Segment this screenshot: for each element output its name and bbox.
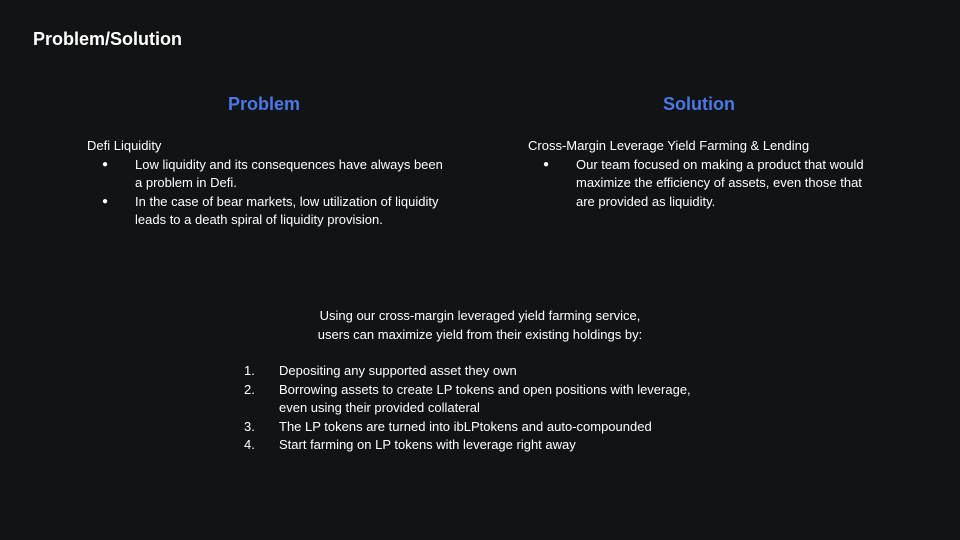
intro-line: Using our cross-margin leveraged yield farming service, [319, 308, 641, 323]
solution-subheading: Cross-Margin Leverage Yield Farming & Lending [528, 138, 810, 153]
steps-list [244, 362, 724, 455]
list-item [528, 156, 908, 212]
list-item [244, 381, 724, 418]
list-item [244, 436, 724, 455]
intro-text [0, 307, 960, 344]
list-item [87, 193, 467, 230]
bullet-marker: ● [543, 158, 550, 170]
problem-subheading: Defi Liquidity [87, 138, 162, 153]
list-item [244, 418, 724, 437]
bullet-marker: ● [102, 195, 109, 207]
problem-heading: Problem [228, 94, 301, 114]
step-number: 4. [244, 437, 255, 452]
solution-heading: Solution [663, 94, 735, 114]
list-item [244, 362, 724, 381]
step-text: Borrowing assets to create LP tokens and open positions with leverage, even using their provided collateral [279, 381, 691, 415]
bullet-text: Low liquidity and its consequences have always been a problem in Defi. [135, 156, 443, 190]
step-text: Start farming on LP tokens with leverage right away [279, 437, 576, 452]
step-number: 2. [244, 381, 255, 397]
problem-column [87, 137, 467, 230]
bullet-text: Our team focused on making a product that would maximize the efficiency of assets, even those that are provided as liquidity. [576, 156, 864, 209]
intro-line: users can maximize yield from their existing holdings by: [317, 326, 643, 342]
step-text: Depositing any supported asset they own [279, 363, 517, 378]
bullet-text: In the case of bear markets, low utilization of liquidity leads to a death spiral of liquidity provision. [135, 193, 439, 227]
bullet-marker: ● [102, 158, 109, 170]
list-item [87, 156, 467, 193]
step-number: 3. [244, 418, 255, 434]
solution-bullet-list [528, 156, 908, 212]
step-text: The LP tokens are turned into ibLPtokens and auto-compounded [279, 418, 652, 434]
slide-title: Problem/Solution [33, 29, 183, 49]
step-number: 1. [244, 363, 255, 378]
problem-bullet-list [87, 156, 467, 230]
solution-column [528, 137, 908, 211]
